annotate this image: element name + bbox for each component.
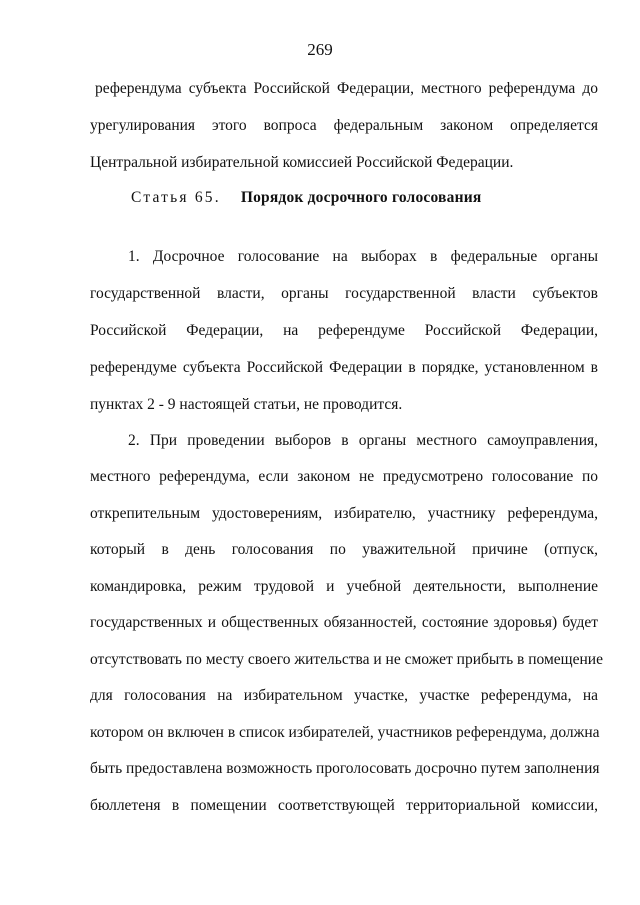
text-line: для голосования на избирательном участке, участке референдума, на <box>90 687 598 704</box>
text-line: государственной власти, органы государственной власти субъектов <box>90 285 598 302</box>
text-line: командировка, режим трудовой и учебной деятельности, выполнение <box>90 578 598 595</box>
text-line: референдуме субъекта Российской Федерации в порядке, установленном в <box>90 359 598 376</box>
text-line: 1. Досрочное голосование на выборах в федеральные органы <box>128 248 598 265</box>
text-line: быть предоставлена возможность проголосовать досрочно путем заполнения <box>90 760 600 777</box>
text-line: бюллетеня в помещении соответствующей территориальной комиссии, <box>90 797 598 814</box>
text-line: открепительным удостоверениям, избирателю, участнику референдума, <box>90 505 598 522</box>
text-line: пунктах 2 - 9 настоящей статьи, не проводится. <box>90 396 403 413</box>
article-heading <box>131 188 481 208</box>
article-title: Порядок досрочного голосования <box>240 189 482 206</box>
text-line: государственных и общественных обязанностей, состояние здоровья) будет <box>90 614 598 631</box>
text-line: местного референдума, если законом не предусмотрено голосование по <box>90 468 598 485</box>
text-line: который в день голосования по уважительной причине (отпуск, <box>90 541 598 558</box>
text-line: урегулирования этого вопроса федеральным законом определяется <box>90 117 598 134</box>
text-line: референдума субъекта Российской Федерации, местного референдума до <box>95 80 598 97</box>
text-line: Центральной избирательной комиссией Российской Федерации. <box>90 154 514 171</box>
text-line: 2. При проведении выборов в органы местного самоуправления, <box>128 432 598 449</box>
text-line: отсутствовать по месту своего жительства и не сможет прибыть в помещение <box>90 651 603 668</box>
text-line: Российской Федерации, на референдуме Российской Федерации, <box>90 322 598 339</box>
article-label: Статья 65. <box>131 189 221 206</box>
page-number: 269 <box>307 40 333 59</box>
text-line: котором он включен в список избирателей, участников референдума, должна <box>90 724 600 741</box>
